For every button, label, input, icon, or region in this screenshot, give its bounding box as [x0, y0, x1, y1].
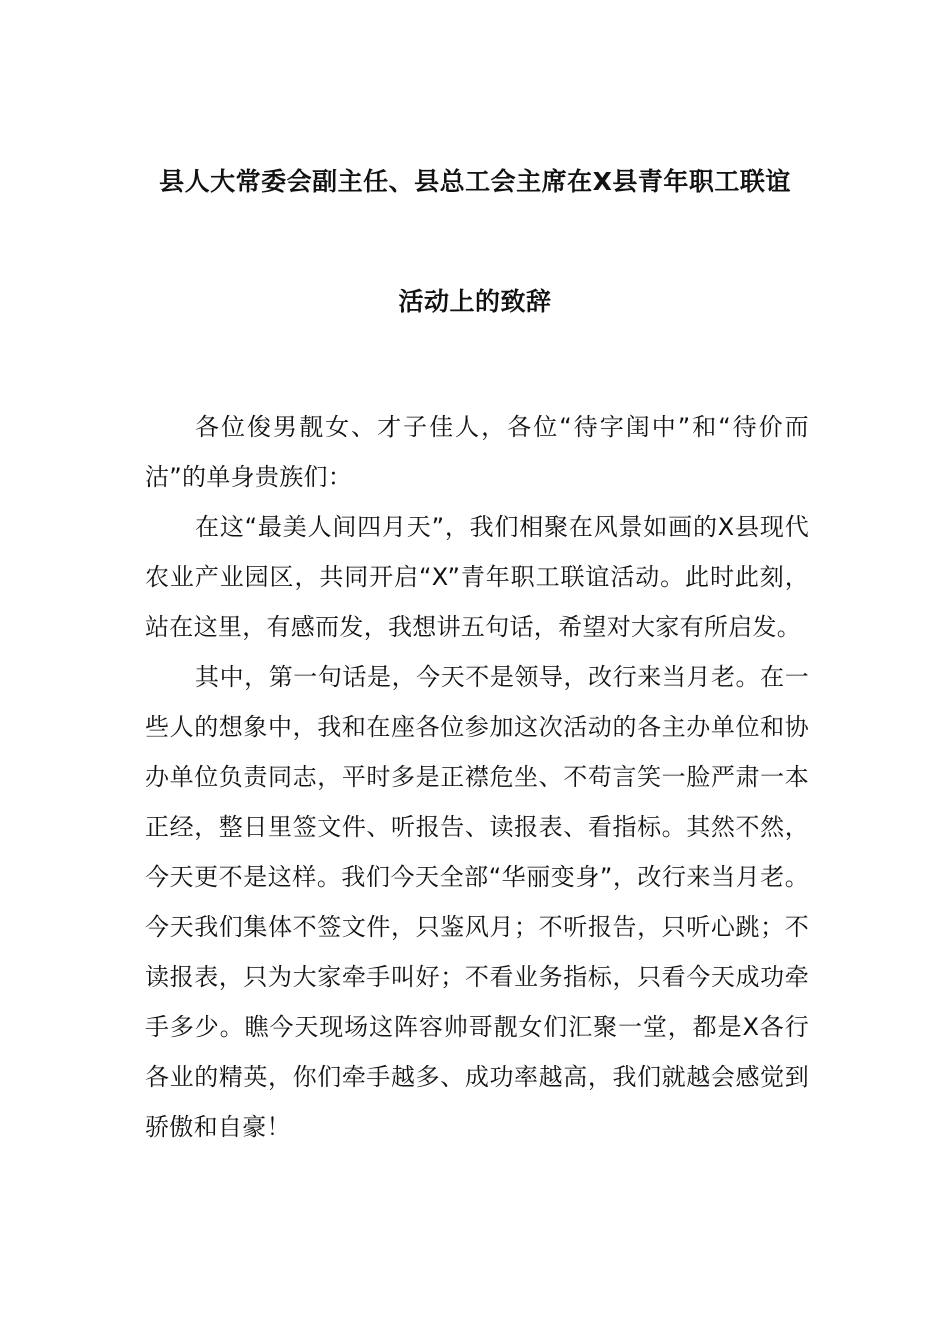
paragraph-first-point: 其中，第一句话是，今天不是领导，改行来当月老。在一些人的想象中，我和在座各位参加这次活动的各主办单位和协办单位负责同志，平时多是正襟危坐、不苟言笑一脸严肃一本正经，整日里签文件、听报告、读报表、看指标。其然不然，今天更不是这样。我们今天全部“华丽变身”，改行来当月老。今天我们集体不签文件，只鉴风月；不听报告，只听心跳；不读报表，只为大家牵手叫好；不看业务指标，只看今天成功牵手多少。瞧今天现场这阵容帅哥靓女们汇聚一堂，都是X各行各业的精英，你们牵手越多、成功率越高，我们就越会感觉到骄傲和自豪！	[145, 663, 809, 1141]
document-body	[145, 402, 809, 1152]
paragraph-opening: 在这“最美人间四月天”，我们相聚在风景如画的X县现代农业产业园区，共同开启“X”青年职工联谊活动。此时此刻，站在这里，有感而发，我想讲五句话，希望对大家有所启发。	[145, 513, 809, 641]
document-title-line-1: 县人大常委会副主任、县总工会主席在X县青年职工联谊	[159, 167, 791, 196]
paragraph-greeting: 各位俊男靓女、才子佳人，各位“待字闺中”和“待价而沽”的单身贵族们：	[145, 413, 809, 491]
document-title-line-2: 活动上的致辞	[398, 287, 552, 316]
